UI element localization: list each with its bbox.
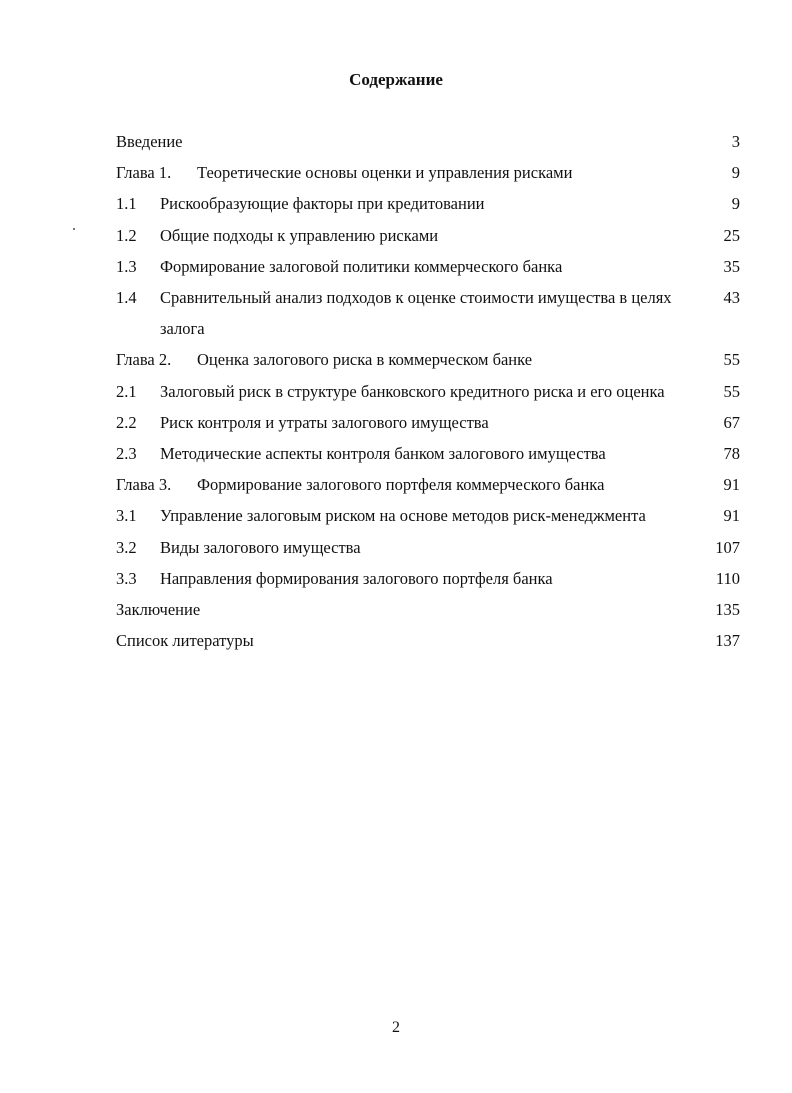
toc-entry-3-1[interactable] xyxy=(116,500,746,531)
toc-entry-text: Формирование залогового портфеля коммерческого банка xyxy=(197,475,605,495)
toc-entry-page: 67 xyxy=(723,412,740,432)
toc-entry-text: Введение xyxy=(116,132,183,151)
toc-chapter-label: Глава 1. xyxy=(116,163,172,183)
toc-entry-number: 1.4 xyxy=(116,288,137,308)
toc-entry-page: 3 xyxy=(731,132,740,151)
toc-entry-number: 3.3 xyxy=(116,568,137,588)
toc-entry-page: 91 xyxy=(723,506,740,526)
toc-entry-number: 2.2 xyxy=(116,412,137,432)
toc-entry-1-1[interactable] xyxy=(116,188,746,219)
toc-entry-page: 135 xyxy=(715,600,740,620)
toc-entry-number: 2.3 xyxy=(116,444,137,464)
toc-entry-intro[interactable] xyxy=(116,126,746,157)
toc-entry-text: Формирование залоговой политики коммерческого банка xyxy=(160,256,563,276)
toc-entry-3-3[interactable] xyxy=(116,563,746,594)
toc-entry-1-4[interactable] xyxy=(116,282,746,344)
toc-entry-text: Риск контроля и утраты залогового имущества xyxy=(160,412,489,432)
toc-entry-text: Общие подходы к управлению рисками xyxy=(160,225,439,245)
toc-entry-text: Список литературы xyxy=(116,631,254,651)
toc-entry-number: 1.1 xyxy=(116,194,137,214)
toc-entry-page: 55 xyxy=(723,381,740,401)
toc-entry-chapter-1[interactable] xyxy=(116,157,746,188)
toc-entry-page: 110 xyxy=(715,568,740,588)
toc-entry-2-3[interactable] xyxy=(116,438,746,469)
toc-entry-text: Методические аспекты контроля банком залогового имущества xyxy=(160,444,606,464)
toc-entry-references[interactable] xyxy=(116,625,746,656)
toc-entry-text: Виды залогового имущества xyxy=(160,537,361,557)
toc-entry-2-2[interactable] xyxy=(116,407,746,438)
toc-entry-text: Заключение xyxy=(116,600,201,620)
toc-entry-1-2[interactable] xyxy=(116,220,746,251)
toc-entry-page: 9 xyxy=(731,163,740,183)
toc-entry-chapter-2[interactable] xyxy=(116,344,746,375)
page-number: 2 xyxy=(392,1019,400,1036)
toc-entry-chapter-3[interactable] xyxy=(116,469,746,500)
toc-entry-text: Управление залоговым риском на основе методов риск-менеджмента xyxy=(160,506,646,526)
toc-entry-page: 137 xyxy=(715,631,740,651)
toc-entry-text: Теоретические основы оценки и управления рисками xyxy=(197,163,573,183)
toc-entry-conclusion[interactable] xyxy=(116,594,746,625)
toc-entry-number: 2.1 xyxy=(116,381,137,401)
toc-entry-page: 43 xyxy=(723,288,740,308)
scan-speck xyxy=(73,228,75,230)
toc-entry-page: 9 xyxy=(731,194,740,214)
toc-entry-2-1[interactable] xyxy=(116,376,746,407)
toc-entry-page: 25 xyxy=(723,225,740,245)
page-title: Содержание xyxy=(349,70,443,89)
toc-entry-3-2[interactable] xyxy=(116,532,746,563)
toc-entry-page: 78 xyxy=(723,444,740,464)
toc-entry-number: 3.2 xyxy=(116,537,137,557)
toc-entry-page: 107 xyxy=(715,537,740,557)
toc-entry-text: Оценка залогового риска в коммерческом банке xyxy=(197,350,533,370)
toc-entry-number: 1.3 xyxy=(116,256,137,276)
toc-entry-text: Сравнительный анализ подходов к оценке стоимости имущества в целях залога xyxy=(160,288,672,339)
table-of-contents xyxy=(116,126,746,656)
toc-entry-text: Рискообразующие факторы при кредитовании xyxy=(160,194,485,214)
toc-chapter-label: Глава 2. xyxy=(116,350,172,370)
toc-entry-number: 3.1 xyxy=(116,506,137,526)
toc-entry-page: 35 xyxy=(723,256,740,276)
toc-entry-1-3[interactable] xyxy=(116,251,746,282)
toc-entry-text: Залоговый риск в структуре банковского кредитного риска и его оценка xyxy=(160,381,665,401)
toc-entry-text: Направления формирования залогового портфеля банка xyxy=(160,568,553,588)
toc-entry-page: 91 xyxy=(723,475,740,495)
toc-entry-number: 1.2 xyxy=(116,225,137,245)
toc-chapter-label: Глава 3. xyxy=(116,475,172,495)
toc-entry-page: 55 xyxy=(723,350,740,370)
